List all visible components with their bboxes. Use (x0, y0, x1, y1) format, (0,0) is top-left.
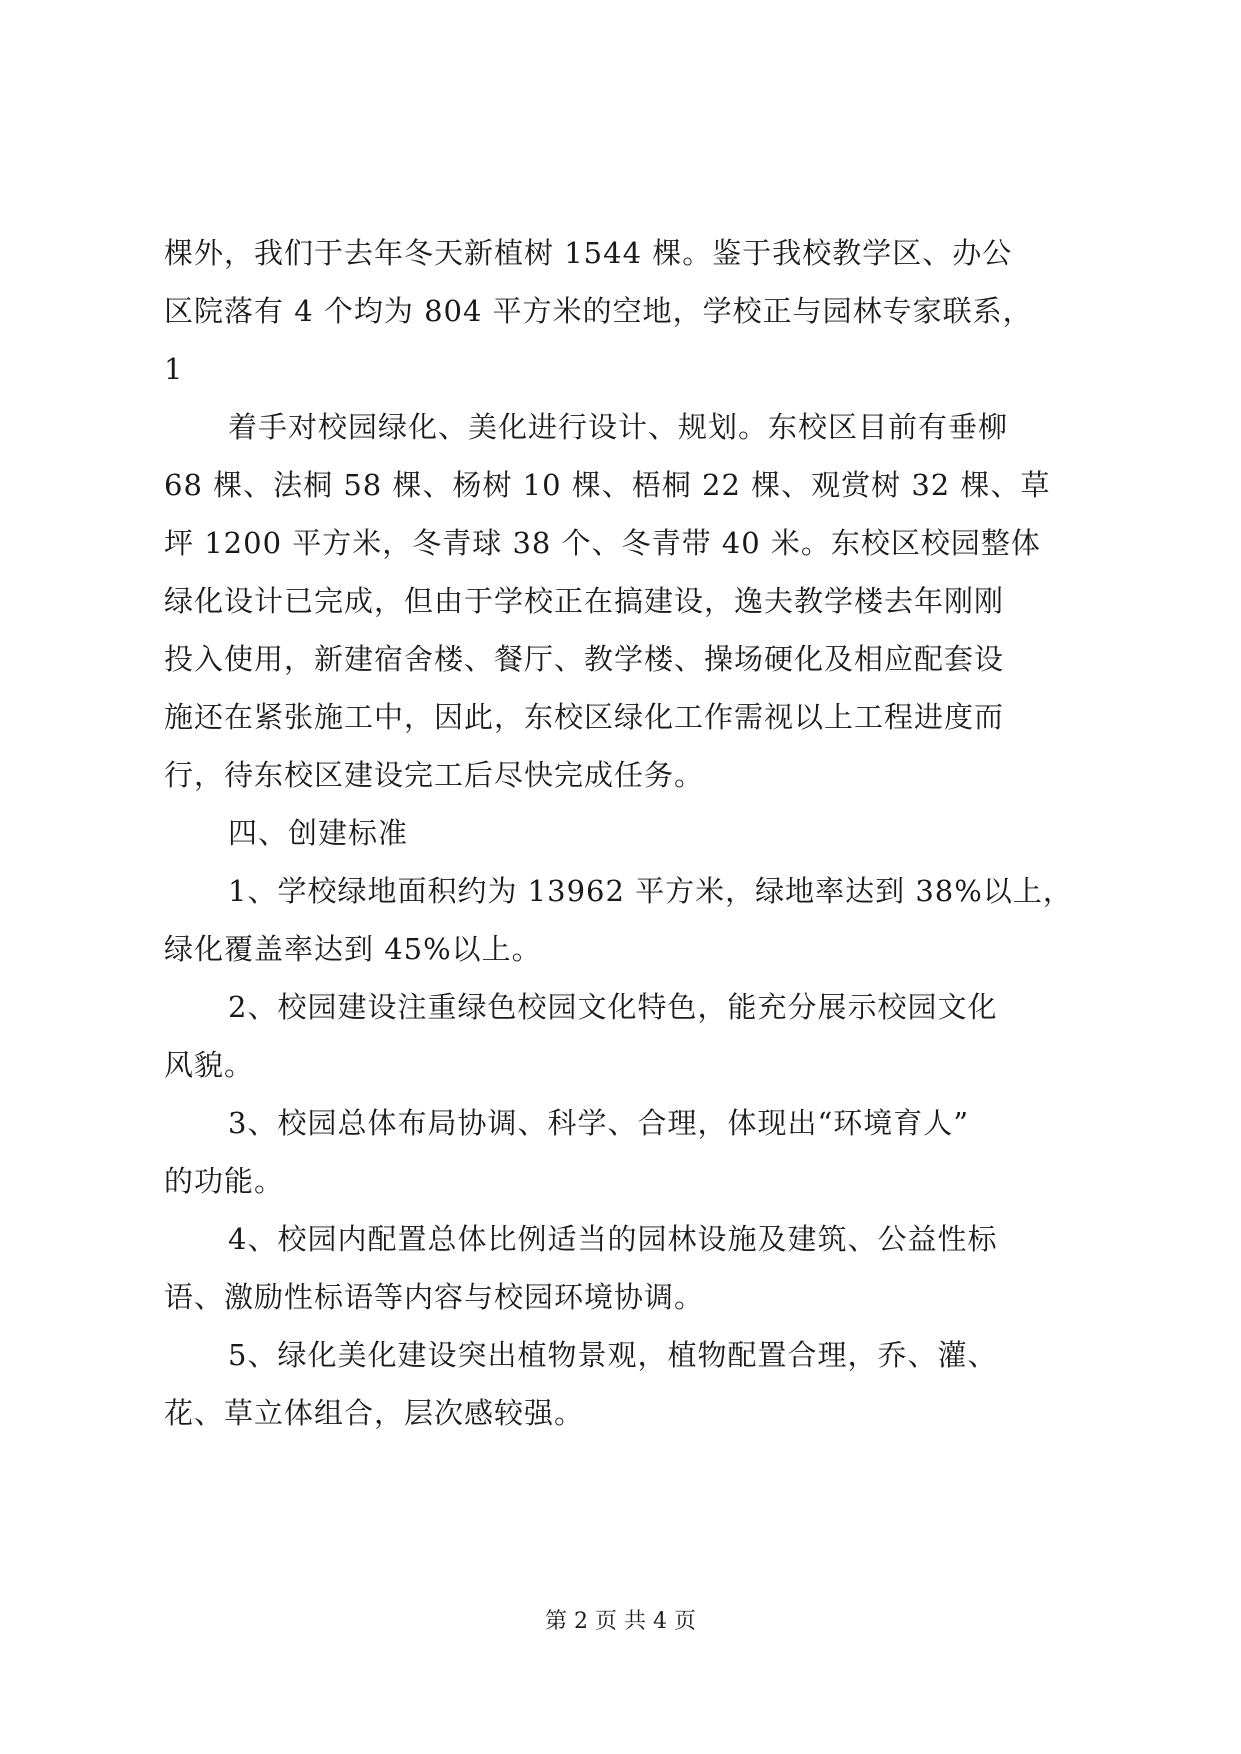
document-body (164, 224, 1094, 1442)
text-line: 3、校园总体布局协调、科学、合理，体现出“环境育人” (228, 1106, 970, 1140)
page-number-label: 第 2 页 共 4 页 (545, 1609, 696, 1634)
text-line: 1 (164, 352, 184, 386)
text-line: 4、校园内配置总体比例适当的园林设施及建筑、公益性标 (228, 1222, 998, 1256)
text-line: 着手对校园绿化、美化进行设计、规划。东校区目前有垂柳 (228, 410, 1009, 444)
text-line: 风貌。 (164, 1048, 255, 1082)
section-heading: 四、创建标准 (228, 816, 409, 850)
text-line: 花、草立体组合，层次感较强。 (164, 1396, 585, 1430)
text-line: 棵外，我们于去年冬天新植树 1544 棵。鉴于我校教学区、办公 (164, 236, 1013, 270)
text-line: 坪 1200 平方米，冬青球 38 个、冬青带 40 米。东校区校园整体 (164, 526, 1041, 560)
text-line: 1、学校绿地面积约为 13962 平方米，绿地率达到 38%以上， (228, 874, 1073, 908)
text-line: 投入使用，新建宿舍楼、餐厅、教学楼、操场硬化及相应配套设 (164, 642, 1005, 676)
text-line: 绿化覆盖率达到 45%以上。 (164, 932, 542, 966)
text-line: 的功能。 (164, 1164, 285, 1198)
text-line: 施还在紧张施工中，因此，东校区绿化工作需视以上工程进度而 (164, 700, 1005, 734)
page-footer (0, 1607, 1241, 1637)
text-line: 区院落有 4 个均为 804 平方米的空地，学校正与园林专家联系， (164, 294, 1033, 328)
text-line: 68 棵、法桐 58 棵、杨树 10 棵、梧桐 22 棵、观赏树 32 棵、草 (164, 468, 1051, 502)
text-line: 5、绿化美化建设突出植物景观，植物配置合理，乔、灌、 (228, 1338, 998, 1372)
text-line: 行，待东校区建设完工后尽快完成任务。 (164, 758, 705, 792)
text-line: 绿化设计已完成，但由于学校正在搞建设，逸夫教学楼去年刚刚 (164, 584, 1005, 618)
text-line: 语、激励性标语等内容与校园环境协调。 (164, 1280, 705, 1314)
text-line: 2、校园建设注重绿色校园文化特色，能充分展示校园文化 (228, 990, 998, 1024)
